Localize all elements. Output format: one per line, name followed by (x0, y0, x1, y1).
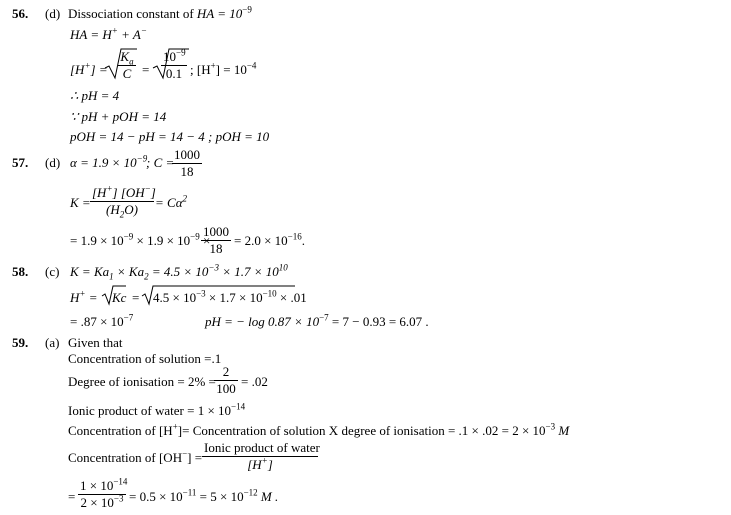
k-den-a: (H (106, 202, 120, 217)
q59-final-result (129, 489, 278, 505)
h-rad2-b: × 1.7 × 10 (205, 290, 263, 305)
k-num-sup2: − (144, 183, 151, 194)
calc-exp2: −9 (190, 231, 200, 242)
q56-h-lhs-a: [H (70, 62, 85, 77)
k-line-b: × Ka (113, 264, 145, 279)
oh-a: Concentration of [OH (68, 450, 183, 465)
calc-a: = 1.9 × 10 (70, 233, 124, 248)
fin-num: 1 × 10 (80, 478, 114, 493)
q59-concentration: Concentration of solution =.1 (68, 351, 222, 366)
q59-given: Given that (68, 335, 123, 350)
k-den-b: O) (124, 202, 138, 217)
q59-oh-frac (202, 441, 318, 472)
ph-exp: −7 (319, 312, 329, 323)
k-den-sub: 2 (119, 209, 125, 220)
q57-calc-result (234, 233, 305, 249)
fin-den: 2 × 10 (80, 495, 114, 510)
oh-den-a: [H (247, 457, 262, 472)
q59-degree-label: Degree of ionisation = 2% = (68, 374, 216, 389)
answer-option-57: (d) (45, 155, 61, 170)
q56-relation: ∵ pH + pOH = 14 (70, 109, 167, 124)
q56-heading-text: Dissociation constant of (68, 6, 197, 21)
q56-eq1-b: + A (117, 27, 141, 42)
q58-ph (205, 314, 429, 330)
q56-h-result (190, 62, 256, 78)
q59-degree-value: = .02 (241, 374, 268, 389)
ph-b: = 7 − 0.93 = 6.07 . (328, 314, 429, 329)
calc-b: × 1.9 × 10 (133, 233, 191, 248)
q56-h-res-b: ] = 10 (215, 62, 247, 77)
q56-h-lhs (70, 62, 108, 78)
h-b: = (85, 290, 98, 305)
calc-num: 1000 (203, 224, 229, 239)
q58-h-eq: = (132, 290, 140, 305)
q56-frac2 (161, 47, 187, 81)
h-rad2-a: 4.5 × 10 (153, 290, 197, 305)
q56-eq1-sup2: − (140, 25, 147, 36)
ph-a: pH = − log 0.87 × 10 (205, 314, 320, 329)
ka-den: C (122, 66, 132, 81)
q59-oh-label (68, 450, 202, 466)
h-conc-exp: −3 (545, 421, 556, 432)
ka-num: K (120, 49, 130, 64)
k-line-d: × 1.7 × 10 (218, 264, 279, 279)
oh-sup: − (182, 448, 188, 459)
answer-option-58: (c) (45, 264, 60, 279)
c-num: 1000 (174, 147, 200, 162)
q57-c-lhs: ; C = (146, 155, 175, 170)
ionic-exp: −14 (231, 401, 246, 412)
frac2-num-exp: −9 (176, 47, 186, 58)
calc-end: . (301, 233, 305, 248)
ka-sub: a (129, 56, 134, 67)
k-num-b: ] [OH (112, 185, 145, 200)
h-conc-sup: + (172, 421, 178, 432)
h-rad2-c: × .01 (276, 290, 307, 305)
q57-alpha (70, 155, 147, 171)
k-line-exp1: −3 (208, 262, 219, 273)
oh-den-sup: + (261, 455, 268, 466)
q58-h-rad2 (153, 290, 307, 306)
c-den: 18 (180, 164, 194, 179)
q56-ka-over-c (118, 50, 136, 81)
fin-res: = 0.5 × 10 (129, 489, 183, 504)
oh-b: ] = (187, 450, 203, 465)
question-number-56: 56. (12, 6, 29, 21)
question-number-57: 57. (12, 155, 29, 170)
deg-den: 100 (216, 381, 236, 396)
q56-h-lhs-sup: + (84, 60, 91, 71)
fin-den-exp: −3 (113, 493, 124, 504)
q59-degree-frac (214, 365, 238, 396)
oh-num: Ionic product of water (204, 440, 320, 455)
k-num-a: [H (92, 185, 107, 200)
q59-h-concentration (68, 423, 569, 439)
fin-res-b: = 5 × 10 (196, 489, 244, 504)
answer-option-59: (a) (45, 335, 60, 350)
q56-h-res-sup: + (210, 60, 216, 71)
answer-option-56: (d) (45, 6, 61, 21)
h-rad2-exp2: −10 (262, 288, 277, 299)
calc-res-exp: −16 (287, 231, 302, 242)
frac2-num: 10 (163, 49, 176, 64)
k-rhs-sup: 2 (182, 193, 188, 204)
q56-heading (68, 6, 252, 22)
k-num-sup: + (106, 183, 113, 194)
question-number-58: 58. (12, 264, 29, 279)
q56-eq1-a: HA = H (70, 27, 112, 42)
q58-h-rad: Kc (112, 290, 127, 305)
q57-alpha-val: α = 1.9 × 10 (70, 155, 137, 170)
k-line-exp2: 10 (278, 262, 288, 273)
q56-heading-exp: −9 (242, 4, 252, 15)
deg-num: 2 (222, 364, 230, 379)
h-rad2-exp1: −3 (196, 288, 206, 299)
q57-calc-frac (201, 225, 231, 256)
oh-den-b: ] (267, 457, 273, 472)
q57-k-lhs: K = (70, 195, 91, 210)
q56-heading-math: HA = 10 (196, 6, 243, 21)
q56-h-lhs-b: ] = (90, 62, 108, 77)
q59-ionic-product (68, 403, 245, 419)
k-line-sub2: 2 (144, 271, 149, 282)
q56-poh: pOH = 14 − pH = 14 − 4 ; pOH = 10 (70, 129, 270, 144)
q56-equilibrium (70, 27, 147, 43)
q57-calculation (70, 233, 210, 249)
k-rhs: = Cα (155, 195, 183, 210)
calc-den: 18 (209, 241, 223, 256)
fin-res-exp2: −12 (243, 487, 258, 498)
frac2-den: 0.1 (165, 66, 183, 81)
q56-h-res-a: ; [H (190, 62, 211, 77)
fin-res-c: M . (257, 489, 279, 504)
k-line-a: K = Ka (70, 264, 110, 279)
q58-h-lhs (70, 290, 98, 306)
k-line-sub1: 1 (109, 271, 114, 282)
calc-c: × (199, 233, 211, 248)
question-number-59: 59. (12, 335, 29, 350)
h-conc-c: M (555, 423, 570, 438)
h-a: H (70, 290, 80, 305)
q56-eq-sign: = (142, 62, 150, 77)
q56-ph: ∴ pH = 4 (70, 88, 120, 103)
k-num-c: ] (150, 185, 156, 200)
fin-res-exp: −11 (182, 487, 197, 498)
q58-result (70, 314, 133, 330)
q59-final-eq: = (68, 489, 76, 504)
calc-res: = 2.0 × 10 (234, 233, 288, 248)
q56-h-res-exp: −4 (246, 60, 257, 71)
res-a: = .87 × 10 (70, 314, 124, 329)
q57-k-frac (90, 183, 156, 220)
ionic-a: Ionic product of water = 1 × 10 (68, 403, 232, 418)
q57-alpha-exp: −9 (136, 153, 148, 164)
fin-num-exp: −14 (113, 476, 128, 487)
calc-exp1: −9 (123, 231, 134, 242)
k-line-c: = 4.5 × 10 (148, 264, 209, 279)
q57-k-rhs (155, 195, 187, 211)
h-conc-a: Concentration of [H (68, 423, 173, 438)
q56-eq1-sup: + (111, 25, 118, 36)
q57-c-frac (172, 148, 202, 179)
h-conc-b: ]= Concentration of solution X degree of ionisation = .1 × .02 = 2 × 10 (177, 423, 546, 438)
q59-final-frac (78, 476, 128, 510)
res-exp: −7 (123, 312, 134, 323)
h-sup: + (79, 288, 86, 299)
q58-k-line (70, 264, 288, 280)
